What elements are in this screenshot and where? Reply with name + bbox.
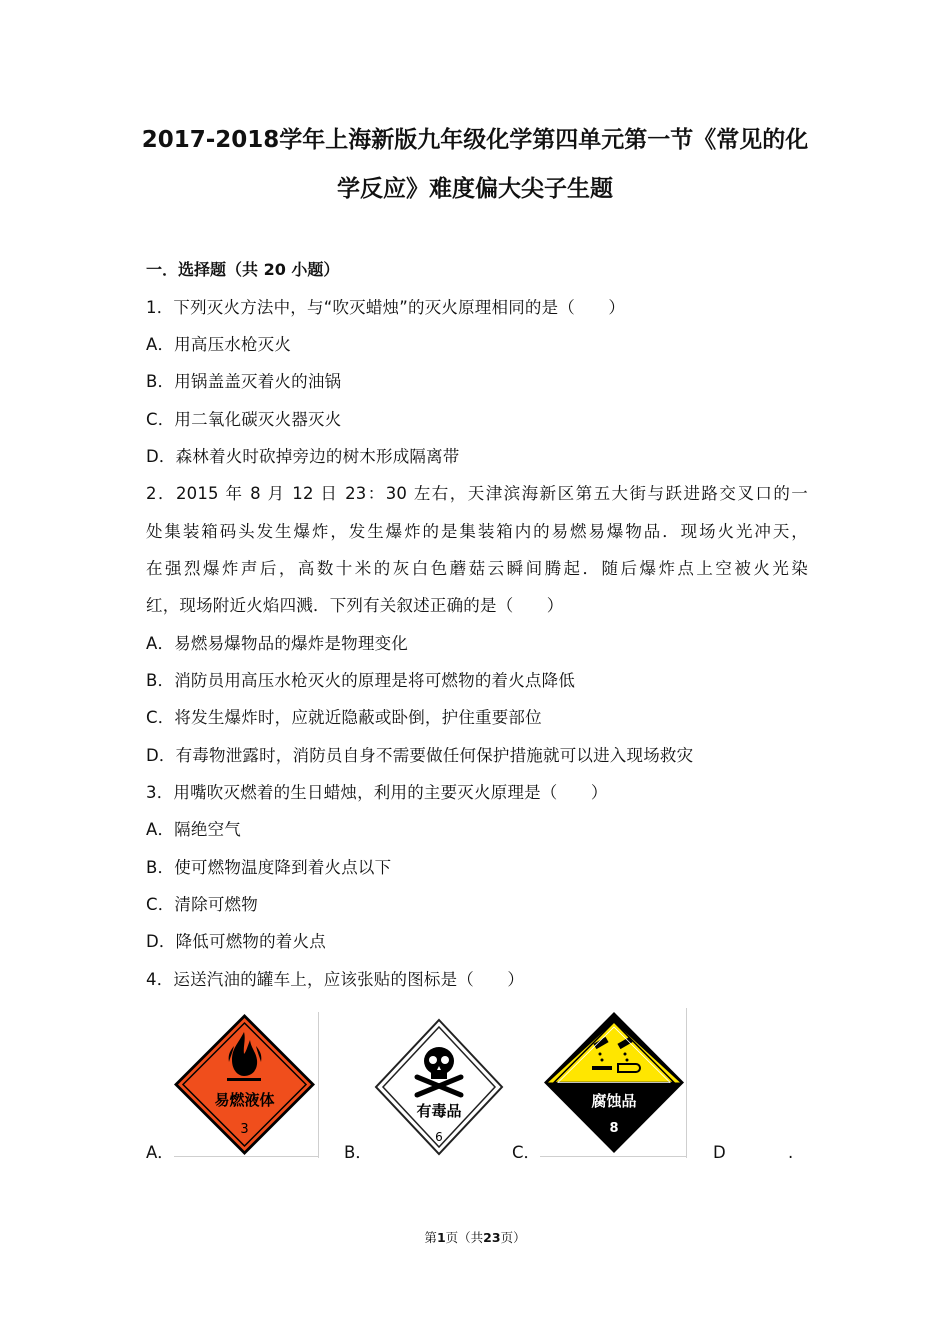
- question-1-option-d: D．森林着火时砍掉旁边的树木形成隔离带: [146, 447, 460, 466]
- question-4-option-c-label: C．: [512, 1143, 541, 1162]
- toxic-substance-sign: [373, 1017, 505, 1157]
- footer-middle: 页（共: [445, 1230, 484, 1245]
- flammable-liquid-sign-number: 3: [240, 1122, 249, 1137]
- image-frame-edge: [318, 1012, 319, 1158]
- question-1-option-a: A．用高压水枪灭火: [146, 335, 292, 354]
- footer-page-number: 1: [436, 1230, 446, 1245]
- page-footer: [0, 1228, 950, 1246]
- question-3-option-c: C．清除可燃物: [146, 895, 258, 914]
- question-2-option-d: D．有毒物泄露时，消防员自身不需要做任何保护措施就可以进入现场救灾: [146, 746, 694, 765]
- question-4-option-b-label: B．: [344, 1143, 372, 1162]
- flammable-liquid-sign-text: 易燃液体: [214, 1091, 275, 1109]
- flammable-liquid-sign: [172, 1012, 317, 1157]
- question-1-option-c: C．用二氧化碳灭火器灭火: [146, 410, 342, 429]
- question-4-option-a-label: A．: [146, 1143, 174, 1162]
- footer-total-pages: 23: [483, 1230, 501, 1245]
- question-2-stem-line-4: 红，现场附近火焰四溅．下列有关叙述正确的是（ ）: [146, 596, 564, 615]
- question-3-stem: 3．用嘴吹灭燃着的生日蜡烛，利用的主要灭火原理是（ ）: [146, 783, 608, 802]
- question-4-option-d-trailing: .: [788, 1143, 794, 1162]
- question-3-option-a: A．隔绝空气: [146, 820, 241, 839]
- question-1-option-b: B．用锅盖盖灭着火的油锅: [146, 372, 342, 391]
- corrosive-substance-sign-text: 腐蚀品: [591, 1092, 637, 1110]
- question-1-stem: 1．下列灭火方法中，与“吹灭蜡烛”的灭火原理相同的是（ ）: [146, 298, 626, 317]
- section-header: 一．选择题（共 20 小题）: [146, 260, 340, 279]
- question-3-option-b: B．使可燃物温度降到着火点以下: [146, 858, 392, 877]
- image-frame-edge: [540, 1156, 687, 1157]
- toxic-substance-sign-text: 有毒品: [416, 1102, 462, 1120]
- question-2-option-c: C．将发生爆炸时，应就近隐蔽或卧倒，护住重要部位: [146, 708, 542, 727]
- question-3-option-d: D．降低可燃物的着火点: [146, 932, 326, 951]
- corrosive-substance-sign: [542, 1010, 686, 1155]
- footer-prefix: 第: [424, 1230, 437, 1245]
- document-title-line-1: 2017-2018学年上海新版九年级化学第四单元第一节《常见的化: [141, 127, 809, 153]
- question-2-option-b: B．消防员用高压水枪灭火的原理是将可燃物的着火点降低: [146, 671, 576, 690]
- toxic-substance-sign-number: 6: [435, 1130, 443, 1144]
- question-2-option-a: A．易燃易爆物品的爆炸是物理变化: [146, 634, 408, 653]
- question-2-stem-line-3: 在强烈爆炸声后，高数十米的灰白色蘑菇云瞬间腾起．随后爆炸点上空被火光染: [146, 559, 808, 578]
- document-title-line-2: 学反应》难度偏大尖子生题: [337, 176, 613, 202]
- image-frame-edge: [686, 1008, 687, 1158]
- question-2-stem-line-2: 处集装箱码头发生爆炸，发生爆炸的是集装箱内的易燃易爆物品．现场火光冲天，: [146, 522, 808, 541]
- question-4-option-d-label: D: [713, 1143, 726, 1162]
- question-2-stem-line-1: 2．2015 年 8 月 12 日 23：30 左右，天津滨海新区第五大街与跃进路交叉口的一: [146, 484, 808, 503]
- corrosive-substance-sign-number: 8: [609, 1121, 619, 1136]
- question-4-stem: 4．运送汽油的罐车上，应该张贴的图标是（ ）: [146, 970, 525, 989]
- footer-suffix: 页）: [500, 1230, 526, 1245]
